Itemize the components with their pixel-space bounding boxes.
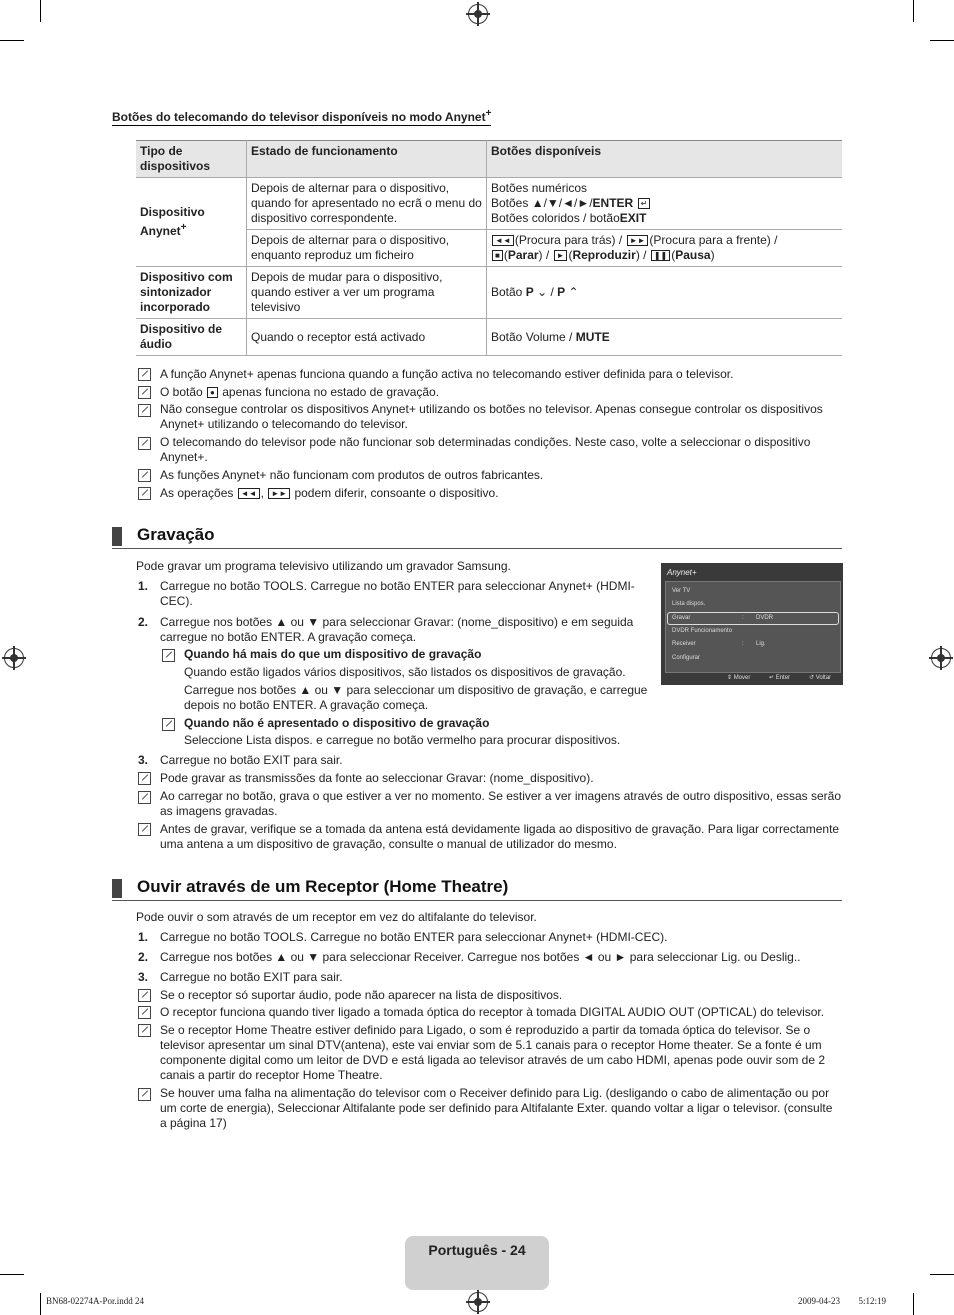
row2-state: Depois de mudar para o dispositivo, quando estiver a ver um programa televisivo bbox=[247, 267, 487, 319]
chevron-up-icon: ⌃ bbox=[568, 285, 579, 299]
fast-forward-icon: ►► bbox=[627, 235, 649, 246]
osd-item: Ver TV bbox=[672, 588, 691, 594]
pause-icon: ❚❚ bbox=[651, 250, 670, 261]
section-bar bbox=[112, 879, 122, 898]
section-receptor bbox=[112, 876, 842, 901]
enter-icon: ↵ bbox=[638, 198, 651, 209]
note-icon bbox=[138, 404, 151, 417]
row1a-state: Depois de alternar para o dispositivo, quando for apresentado no ecrã o menu do dispositivo correspondente. bbox=[247, 178, 487, 230]
note: As funções Anynet+ não funcionam com produtos de outros fabricantes. bbox=[160, 468, 544, 482]
osd-item: Configurar bbox=[672, 655, 701, 661]
row1b-state: Depois de alternar para o dispositivo, enquanto reproduz um ficheiro bbox=[247, 230, 487, 267]
crop-mark bbox=[930, 1274, 954, 1275]
note: Antes de gravar, verifique se a tomada da antena está devidamente ligada ao dispositivo de gravação. Para ligar correctamente uma antena a um dispositivo de gravação, consulte o manual de utilizador do mesmo. bbox=[160, 822, 840, 851]
note-icon bbox=[138, 989, 151, 1002]
table-header-row bbox=[136, 141, 842, 178]
note-icon bbox=[138, 823, 151, 836]
registration-mark-icon bbox=[4, 648, 24, 668]
note: Pode gravar as transmissões da fonte ao seleccionar Gravar: (nome_dispositivo). bbox=[160, 771, 594, 785]
step-number: 2. bbox=[138, 950, 149, 964]
anynet-logo: Anynet+ bbox=[667, 568, 697, 577]
row1b-buttons: ◄◄ (Procura para trás) / ►► (Procura para a frente) / ■ (Parar) / ► (Reproduzir) / ❚❚ (Pausa) bbox=[487, 230, 843, 267]
sub-note-title: Quando há mais do que um dispositivo de gravação bbox=[184, 647, 482, 661]
registration-mark-icon bbox=[931, 648, 951, 668]
table-row bbox=[136, 319, 842, 356]
note: Se o receptor só suportar áudio, pode não aparecer na lista de dispositivos. bbox=[160, 988, 563, 1002]
chevron-down-icon: ⌄ bbox=[537, 285, 548, 299]
note-icon bbox=[138, 1088, 151, 1101]
crop-mark bbox=[0, 1274, 24, 1275]
note: A função Anynet+ apenas funciona quando a função activa no telecomando estiver definida para o televisor. bbox=[160, 367, 734, 381]
row1-type: Dispositivo Anynet+ bbox=[136, 178, 247, 267]
registration-mark-icon bbox=[468, 1292, 488, 1312]
step-2: Carregue nos botões ▲ ou ▼ para seleccionar Receiver. Carregue nos botões ◄ ou ► para seleccionar Lig. ou Deslig.. bbox=[160, 950, 801, 964]
page-number-badge: Português - 24 bbox=[405, 1236, 549, 1290]
step-1: Carregue no botão TOOLS. Carregue no botão ENTER para seleccionar Anynet+ (HDMI-CEC). bbox=[160, 930, 668, 944]
note-icon bbox=[138, 469, 151, 482]
osd-item: DVDR Funcionamento bbox=[672, 628, 733, 634]
osd-hint-enter: ↵ Enter bbox=[769, 675, 791, 681]
print-slug-left: BN68-02274A-Por.indd 24 bbox=[46, 1296, 145, 1306]
step-number: 3. bbox=[138, 753, 149, 767]
registration-mark-icon bbox=[468, 4, 488, 24]
header-device-type: Tipo de dispositivos bbox=[136, 141, 247, 178]
note-icon bbox=[162, 649, 175, 662]
section-bar bbox=[112, 527, 122, 546]
anynet-buttons-table bbox=[136, 140, 842, 356]
note: O receptor funciona quando tiver ligado a tomada óptica do receptor à tomada DIGITAL AUDIO OUT (OPTICAL) do televisor. bbox=[160, 1005, 825, 1019]
crop-mark bbox=[0, 40, 24, 41]
sub-note-text: Quando estão ligados vários dispositivos, são listados os dispositivos de gravação. bbox=[184, 665, 626, 679]
print-slug-right: 2009-04-23 ￿￿ 5:12:19 bbox=[798, 1296, 886, 1306]
crop-mark bbox=[40, 0, 41, 22]
section-intro: Pode gravar um programa televisivo utilizando um gravador Samsung. bbox=[136, 559, 511, 573]
crop-mark bbox=[913, 1293, 914, 1315]
sub-note-title: Quando não é apresentado o dispositivo de gravação bbox=[184, 716, 490, 730]
sub-note-text: Carregue nos botões ▲ ou ▼ para seleccionar um dispositivo de gravação, e carregue depois no botão ENTER. A gravação começa. bbox=[184, 683, 648, 712]
rewind-icon: ◄◄ bbox=[492, 235, 514, 246]
step-number: 3. bbox=[138, 970, 149, 984]
note-icon bbox=[162, 718, 175, 731]
step-number: 2. bbox=[138, 615, 149, 629]
record-icon: ● bbox=[207, 387, 218, 398]
fast-forward-icon: ►► bbox=[268, 488, 290, 499]
step-3: Carregue no botão EXIT para sair. bbox=[160, 753, 343, 767]
osd-value: DVDR bbox=[756, 615, 774, 621]
row2-type: Dispositivo com sintonizador incorporado bbox=[136, 267, 247, 319]
row3-type: Dispositivo de áudio bbox=[136, 319, 247, 356]
note-icon bbox=[138, 437, 151, 450]
section-gravacao bbox=[112, 524, 842, 549]
anynet-osd-screenshot bbox=[661, 563, 843, 685]
table-row bbox=[136, 178, 842, 230]
row2-buttons: Botão P ⌄ / P ⌃ bbox=[487, 267, 843, 319]
section-title: Gravação bbox=[137, 525, 215, 544]
note: Não consegue controlar os dispositivos Anynet+ utilizando os botões no televisor. Apenas consegue controlar os dispositivos Anynet+ utilizando o telecomando do televisor. bbox=[160, 402, 823, 431]
note: Ao carregar no botão, grava o que estiver a ver no momento. Se estiver a ver imagens através de outro dispositivo, essas serão as imagens gravadas. bbox=[160, 789, 842, 818]
osd-item: Lista dispos. bbox=[672, 601, 706, 607]
note-icon bbox=[138, 791, 151, 804]
crop-mark bbox=[913, 0, 914, 22]
header-state: Estado de funcionamento bbox=[247, 141, 487, 178]
note-icon bbox=[138, 772, 151, 785]
osd-menu: Ver TV Lista dispos. Gravar : DVDR DVDR Funcionamento Receiver : Lig. Configurar bbox=[665, 581, 841, 673]
note-icon bbox=[138, 1006, 151, 1019]
crop-mark bbox=[930, 40, 954, 41]
step-number: 1. bbox=[138, 930, 149, 944]
note: O botão ● apenas funciona no estado de gravação. bbox=[160, 385, 440, 399]
step-3: Carregue no botão EXIT para sair. bbox=[160, 970, 343, 984]
rewind-icon: ◄◄ bbox=[238, 488, 260, 499]
step-number: 1. bbox=[138, 579, 149, 593]
osd-hint-back: ↺ Voltar bbox=[809, 675, 832, 681]
step-1: Carregue no botão TOOLS. Carregue no botão ENTER para seleccionar Anynet+ (HDMI-CEC). bbox=[160, 579, 635, 608]
table-subtitle: Botões do telecomando do televisor disponíveis no modo Anynet+ bbox=[112, 108, 492, 124]
note: Se o receptor Home Theatre estiver definido para Ligado, o som é reproduzido a partir da tomada óptica do televisor. Se o televisor apresentar um sinal DTV(antena), este vai enviar som de 5.1 canais para o receptor Home theater. Se a fonte é um componente digital como um leitor de DVD e está ligada ao televisor através de um cabo HDMI, apenas pode ouvir som de 2 canais a partir do receptor Home Theatre. bbox=[160, 1023, 826, 1082]
section-title: Ouvir através de um Receptor (Home Theatre) bbox=[137, 877, 509, 896]
osd-hint-move: ⇕ Mover bbox=[727, 675, 751, 681]
osd-value: Lig. bbox=[756, 641, 766, 647]
osd-item: Gravar bbox=[672, 615, 691, 621]
header-buttons: Botões disponíveis bbox=[487, 141, 843, 178]
section-intro: Pode ouvir o som através de um receptor em vez do altifalante do televisor. bbox=[136, 910, 537, 924]
row3-state: Quando o receptor está activado bbox=[247, 319, 487, 356]
play-icon: ► bbox=[554, 250, 568, 261]
note-icon bbox=[138, 368, 151, 381]
note: O telecomando do televisor pode não funcionar sob determinadas condições. Neste caso, volte a seleccionar o dispositivo Anynet+. bbox=[160, 435, 811, 464]
osd-item: Receiver bbox=[672, 641, 696, 647]
note: As operações ◄◄ , ►► podem diferir, consoante o dispositivo. bbox=[160, 486, 499, 500]
table-row bbox=[136, 267, 842, 319]
sub-note-text: Seleccione Lista dispos. e carregue no botão vermelho para procurar dispositivos. bbox=[184, 733, 621, 747]
crop-mark bbox=[40, 1293, 41, 1315]
stop-icon: ■ bbox=[492, 250, 503, 261]
note-icon bbox=[138, 386, 151, 399]
row1a-buttons: Botões numéricos Botões ▲/▼/◄/►/ENTER ↵ Botões coloridos / botãoEXIT bbox=[487, 178, 843, 230]
step-2: Carregue nos botões ▲ ou ▼ para seleccionar Gravar: (nome_dispositivo) e em seguida carregue no botão ENTER. A gravação começa. bbox=[160, 615, 634, 644]
row3-buttons: Botão Volume / MUTE bbox=[487, 319, 843, 356]
osd-selected-highlight bbox=[667, 612, 839, 625]
note: Se houver uma falha na alimentação do televisor com o Receiver definido para Lig. (desligando o cabo de alimentação ou por um corte de energia), Seleccionar Altifalante pode ser definido para Altifalante Exter. quando voltar a ligar o televisor. (consulte a página 17) bbox=[160, 1086, 833, 1130]
note-icon bbox=[138, 487, 151, 500]
note-icon bbox=[138, 1024, 151, 1037]
